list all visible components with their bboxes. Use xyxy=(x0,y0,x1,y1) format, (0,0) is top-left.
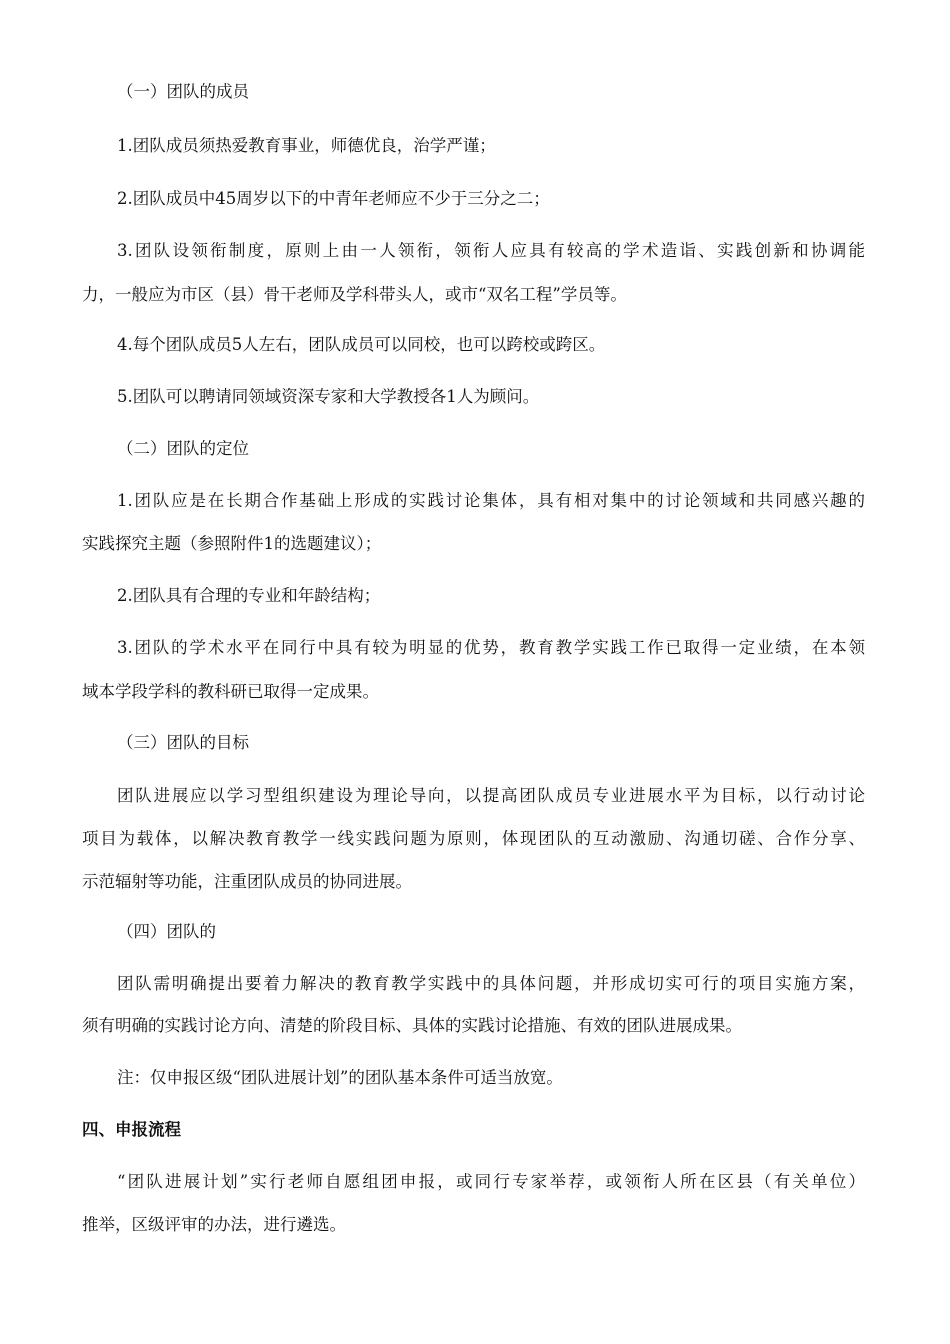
s2-item-2: 2.团队具有合理的专业和年龄结构； xyxy=(117,586,381,605)
s1-item-5: 5.团队可以聘请同领域资深专家和大学教授各1人为顾问。 xyxy=(117,387,540,406)
note-text: 注：仅申报区级“团队进展计划”的团队基本条件可适当放宽。 xyxy=(117,1068,563,1087)
h4-line-1: “团队进展计划”实行老师自愿组团申报，或同行专家举荐，或领衔人所在区县（有关单位） xyxy=(117,1172,865,1191)
s3-line-2: 项目为载体，以解决教育教学一线实践问题为原则，体现团队的互动激励、沟通切磋、合作分享、 xyxy=(82,829,865,848)
h4-line-2: 推举，区级评审的办法，进行遴选。 xyxy=(82,1215,346,1234)
s3-line-3: 示范辐射等功能，注重团队成员的协同进展。 xyxy=(82,872,412,891)
s2-item-1-line-1: 1.团队应是在长期合作基础上形成的实践讨论集体，具有相对集中的讨论领域和共同感兴趣的 xyxy=(117,491,865,510)
s4-line-1: 团队需明确提出要着力解决的教育教学实践中的具体问题，并形成切实可行的项目实施方案， xyxy=(117,974,865,993)
s3-line-1: 团队进展应以学习型组织建设为理论导向，以提高团队成员专业进展水平为目标，以行动讨论 xyxy=(117,786,865,805)
s1-item-3-line-1: 3.团队设领衔制度，原则上由一人领衔，领衔人应具有较高的学术造诣、实践创新和协调能 xyxy=(117,241,865,260)
s2-item-3-line-1: 3.团队的学术水平在同行中具有较为明显的优势，教育教学实践工作已取得一定业绩，在本领 xyxy=(117,638,865,657)
s2-item-1-line-2: 实践探究主题（参照附件1的选题建议）； xyxy=(82,534,382,553)
s4-line-2: 须有明确的实践讨论方向、清楚的阶段目标、具体的实践讨论措施、有效的团队进展成果。 xyxy=(82,1016,742,1035)
s1-item-1: 1.团队成员须热爱教育事业，师德优良，治学严谨； xyxy=(117,136,496,155)
heading-application-process: 四、申报流程 xyxy=(82,1120,181,1139)
section-1-title: （一）团队的成员 xyxy=(117,82,249,101)
section-4-title: （四）团队的 xyxy=(117,922,216,941)
section-3-title: （三）团队的目标 xyxy=(117,733,249,752)
section-2-title: （二）团队的定位 xyxy=(117,439,249,458)
s1-item-2: 2.团队成员中45周岁以下的中青年老师应不少于三分之二； xyxy=(117,189,550,208)
s1-item-4: 4.每个团队成员5人左右，团队成员可以同校，也可以跨校或跨区。 xyxy=(117,335,606,354)
s2-item-3-line-2: 域本学段学科的教科研已取得一定成果。 xyxy=(82,682,379,701)
s1-item-3-line-2: 力，一般应为市区（县）骨干老师及学科带头人，或市“双名工程”学员等。 xyxy=(82,285,627,304)
